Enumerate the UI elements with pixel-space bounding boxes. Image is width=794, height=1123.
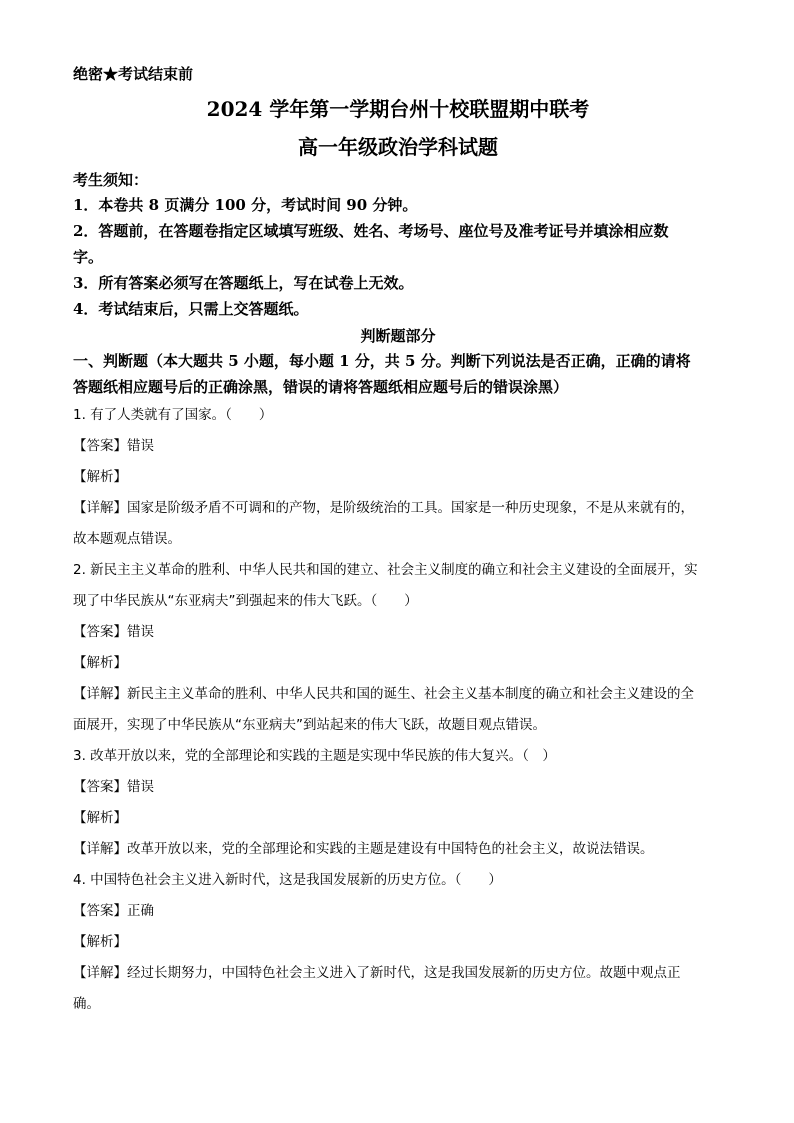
- answer-label: 【答案】正确: [73, 903, 154, 919]
- detail-text: 【详解】改革开放以来，党的全部理论和实践的主题是建设有中国特色的社会主义，故说法错误。: [73, 841, 654, 857]
- detail-text: 故本题观点错误。: [73, 531, 181, 547]
- analysis-label: 【解析】: [73, 655, 127, 671]
- detail-text: 【详解】经过长期努力，中国特色社会主义进入了新时代，这是我国发展新的历史方位。故题中观点正: [73, 965, 681, 981]
- question-stem: 1. 有了人类就有了国家。（ ）: [73, 407, 273, 423]
- question-block: [73, 741, 723, 865]
- answer-label: 【答案】错误: [73, 438, 154, 454]
- detail-text: 面展开，实现了中华民族从“东亚病夫”到站起来的伟大飞跃，故题目观点错误。: [73, 717, 546, 733]
- question-block: [73, 400, 723, 555]
- exam-page: [73, 60, 723, 1020]
- detail-text: 【详解】新民主主义革命的胜利、中华人民共和国的诞生、社会主义基本制度的确立和社会主义建设的全: [73, 686, 694, 702]
- question-block: [73, 865, 723, 1020]
- confidential-mark: 绝密★考试结束前: [73, 65, 194, 83]
- notice-item: 1．本卷共 8 页满分 100 分，考试时间 90 分钟。: [73, 196, 418, 214]
- detail-text: 确。: [73, 996, 100, 1012]
- exam-title: 2024 学年第一学期台州十校联盟期中联考: [206, 97, 590, 121]
- analysis-label: 【解析】: [73, 810, 127, 826]
- answer-label: 【答案】错误: [73, 624, 154, 640]
- question-stem: 4. 中国特色社会主义进入新时代，这是我国发展新的历史方位。（ ）: [73, 872, 502, 888]
- notice-item: 2．答题前，在答题卷指定区域填写班级、姓名、考场号、座位号及准考证号并填涂相应数: [73, 222, 669, 240]
- analysis-label: 【解析】: [73, 469, 127, 485]
- section-title: 判断题部分: [360, 327, 436, 345]
- question-block: [73, 555, 723, 741]
- notice-item: 4．考试结束后，只需上交答题纸。: [73, 300, 309, 318]
- question-stem: 3. 改革开放以来，党的全部理论和实践的主题是实现中华民族的伟大复兴。（ ）: [73, 748, 556, 764]
- question-stem: 现了中华民族从“东亚病夫”到强起来的伟大飞跃。（ ）: [73, 593, 418, 609]
- section-instructions: 答题纸相应题号后的正确涂黑，错误的请将答题纸相应题号后的错误涂黑）: [73, 378, 569, 396]
- answer-label: 【答案】错误: [73, 779, 154, 795]
- analysis-label: 【解析】: [73, 934, 127, 950]
- exam-subtitle: 高一年级政治学科试题: [298, 135, 498, 159]
- notice-heading: 考生须知：: [73, 171, 149, 189]
- notice-item: 字。: [73, 248, 104, 266]
- detail-text: 【详解】国家是阶级矛盾不可调和的产物，是阶级统治的工具。国家是一种历史现象，不是从来就有的，: [73, 500, 694, 516]
- notice-item: 3．所有答案必须写在答题纸上，写在试卷上无效。: [73, 274, 414, 292]
- question-stem: 2. 新民主主义革命的胜利、中华人民共和国的建立、社会主义制度的确立和社会主义建设的全面展开，实: [73, 562, 698, 578]
- section-instructions: 一、判断题（本大题共 5 小题，每小题 1 分，共 5 分。判断下列说法是否正确，正确的请将: [73, 352, 691, 370]
